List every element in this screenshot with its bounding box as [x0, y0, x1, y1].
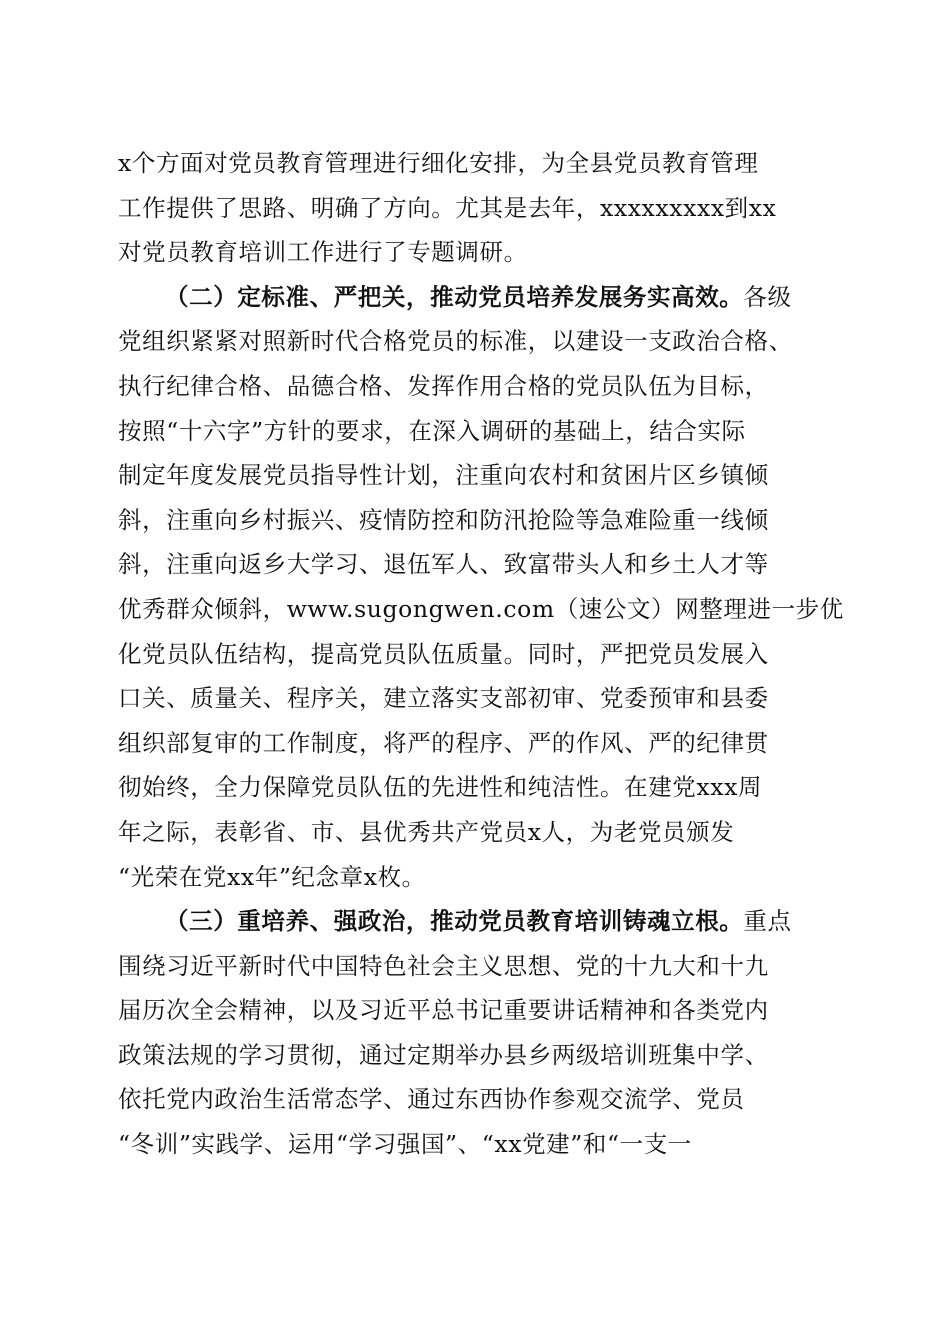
- text-line: x个方面对党员教育管理进行细化安排，为全县党员教育管理: [118, 149, 759, 177]
- text-line: 围绕习近平新时代中国特色社会主义思想、党的十九大和十九: [118, 951, 769, 980]
- document-page: [118, 141, 844, 1167]
- text-line: 对党员教育培训工作进行了专题调研。: [118, 238, 528, 267]
- text-line: 口关、质量关、程序关，建立落实支部初审、党委预审和县委: [118, 684, 769, 713]
- text-line: 依托党内政治生活常态学、通过东西协作参观交流学、党员: [118, 1085, 745, 1114]
- text-line: 工作提供了思路、明确了方向。尤其是去年，xxxxxxxxx到xx: [118, 193, 777, 222]
- text-line: 执行纪律合格、品德合格、发挥作用合格的党员队伍为目标，: [118, 371, 769, 400]
- text-line: “冬训”实践学、运用“学习强国”、“xx党建”和“一支一: [118, 1130, 692, 1159]
- paragraph-first-line: [118, 275, 838, 320]
- text-line: 优秀群众倾斜，www.sugongwen.com（速公文）网整理进一步优: [118, 594, 844, 623]
- paragraph-1: [118, 141, 838, 275]
- text-line: “光荣在党xx年”纪念章x枚。: [118, 862, 426, 891]
- section-heading-3: （三）重培养、强政治，推动党员教育培训铸魂立根。: [165, 907, 744, 936]
- text-line: 化党员队伍结构，提高党员队伍质量。同时，严把党员发展入: [118, 639, 769, 668]
- text-line: 届历次全会精神，以及习近平总书记重要讲话精神和各类党内: [118, 996, 769, 1025]
- text-line: 政策法规的学习贯彻，通过定期举办县乡两级培训班集中学、: [118, 1040, 769, 1069]
- text-line: 党组织紧紧对照新时代合格党员的标准，以建设一支政治合格、: [118, 327, 793, 356]
- text-line: 斜，注重向返乡大学习、退伍军人、致富带头人和乡土人才等: [118, 550, 769, 579]
- text-line: 年之际，表彰省、市、县优秀共产党员x人，为老党员颁发: [118, 817, 735, 846]
- text-line: 彻始终，全力保障党员队伍的先进性和纯洁性。在建党xxx周: [118, 773, 763, 802]
- text-line: 组织部复审的工作制度，将严的程序、严的作风、严的纪律贯: [118, 728, 769, 757]
- paragraph-3: [118, 899, 838, 1167]
- text-line: 按照“十六字”方针的要求，在深入调研的基础上，结合实际: [118, 416, 746, 445]
- text-line: 斜，注重向乡村振兴、疫情防控和防汛抢险等急难险重一线倾: [118, 505, 769, 534]
- section-heading-2: （二）定标准、严把关，推动党员培养发展务实高效。: [165, 282, 744, 311]
- text-fragment: 重点: [743, 907, 792, 936]
- paragraph-2: [118, 275, 844, 899]
- text-fragment: 各级: [743, 282, 792, 311]
- text-line: 制定年度发展党员指导性计划，注重向农村和贫困片区乡镇倾: [118, 461, 769, 490]
- paragraph-first-line: [118, 899, 838, 944]
